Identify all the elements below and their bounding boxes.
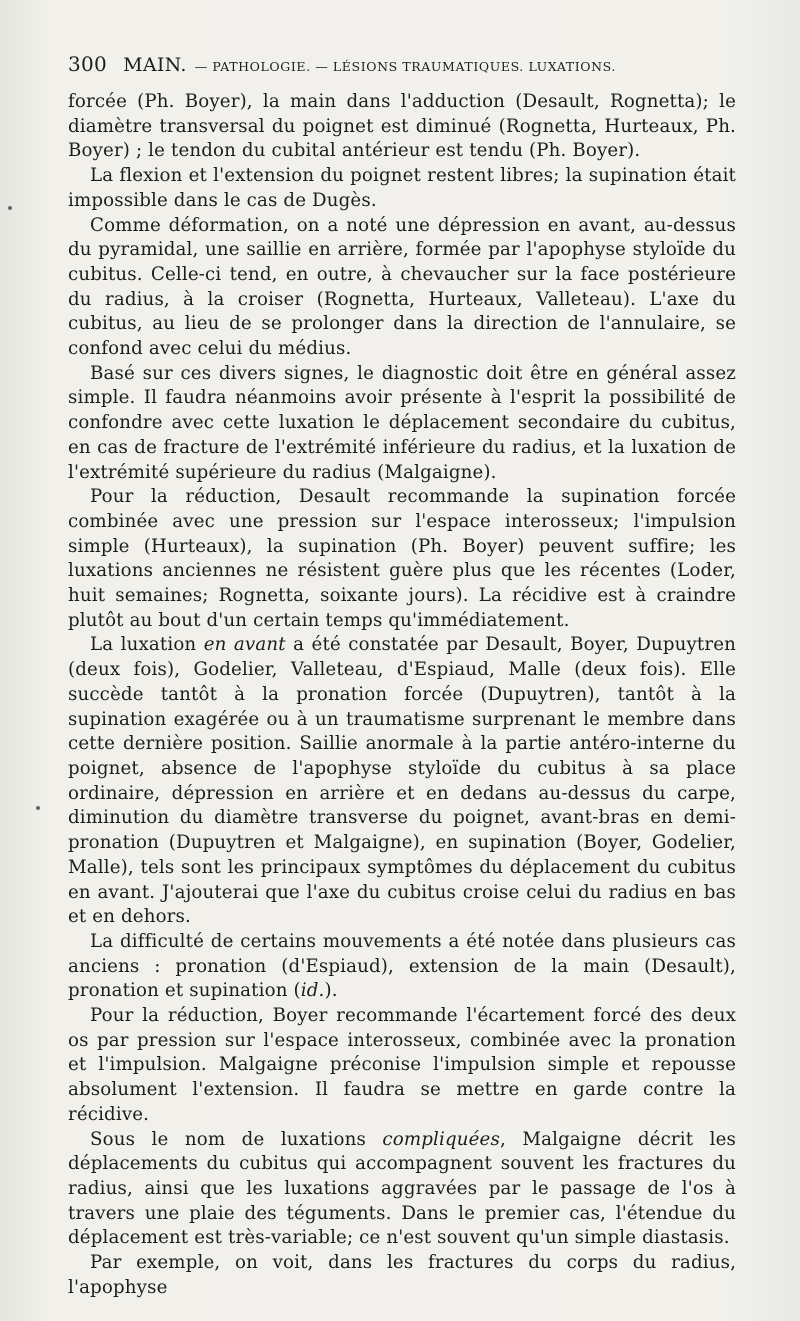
text-run: Pour la réduction, Boyer recommande l'écartement forcé des deux os par pression sur l'espace interosseux, combinée avec la pronation et l'impulsion. Malgaigne préconise l'impulsion simple et repousse absolument l'extension. Il faudra se mettre en garde contre la récidive. xyxy=(68,1005,736,1125)
text-run: La difficulté de certains mouvements a été notée dans plusieurs cas anciens : pronation (d'Espiaud), extension de la main (Desault), pronation et supination ( xyxy=(68,930,736,1002)
paragraph xyxy=(68,214,736,362)
paragraph xyxy=(68,1004,736,1128)
text-run: Par exemple, on voit, dans les fractures du corps du radius, l'apophyse xyxy=(68,1252,736,1298)
paragraph xyxy=(68,164,736,213)
text-run: Basé sur ces divers signes, le diagnostic doit être en général assez simple. Il faudra néanmoins avoir présente à l'esprit la possibilité de confondre avec cette luxation le déplacement secondaire du cubitus, en cas de fracture de l'extrémité inférieure du radius, et la luxation de l'extrémité supérieure du radius (Malgaigne). xyxy=(68,362,736,483)
page-speck xyxy=(36,806,40,810)
text-run: Sous le nom de luxations xyxy=(90,1128,383,1150)
section-title: MAIN. xyxy=(123,54,187,76)
text-run: Comme déformation, on a noté une dépression en avant, au-dessus du pyramidal, une saillie en arrière, formée par l'apophyse styloïde du cubitus. Celle-ci tend, en outre, à chevaucher sur la face postérieure du radius, à la croiser (Rognetta, Hurteaux, Valleteau). L'axe du cubitus, au lieu de se prolonger dans la direction de l'annulaire, se confond avec celui du médius. xyxy=(68,214,736,360)
text-run: , Malgaigne décrit les déplacements du cubitus qui accompagnent souvent les fractures du radius, ainsi que les luxations aggravées par le passage de l'os à travers une plaie des téguments. Dans le premier cas, l'étendue du déplacement est très-variable; ce n'est souvent qu'un simple diastasis. xyxy=(68,1128,736,1249)
paragraph xyxy=(68,90,736,164)
paragraph xyxy=(68,485,736,633)
page-speck xyxy=(8,206,12,210)
italic-text: id. xyxy=(300,980,325,1002)
body-text xyxy=(68,90,736,1300)
paragraph xyxy=(68,362,736,486)
text-run: ). xyxy=(324,980,338,1002)
text-run: Pour la réduction, Desault recommande la supination forcée combinée avec une pression sur l'espace interosseux; l'impulsion simple (Hurteaux), la supination (Ph. Boyer) peuvent suffire; les luxations anciennes ne résistent guère plus que les récentes (Loder, huit semaines; Rognetta, soixante jours). La récidive est à craindre plutôt au bout d'un certain temps qu'immédiatement. xyxy=(68,486,736,631)
running-header xyxy=(68,52,736,86)
paragraph xyxy=(68,1251,736,1300)
page-number: 300 xyxy=(68,52,108,76)
italic-text: en avant xyxy=(203,634,286,656)
italic-text: compliquées xyxy=(382,1128,500,1150)
paragraph xyxy=(68,1128,736,1252)
text-run: La luxation xyxy=(90,634,204,656)
text-run: a été constatée par Desault, Boyer, Dupuytren (deux fois), Godelier, Valleteau, d'Espiaud, Malle (deux fois). Elle succède tantôt à la pronation forcée (Dupuytren), tantôt à la supination exagérée ou à un traumatisme surprenant le membre dans cette dernière position. Saillie anormale à la partie antéro-interne du poignet, absence de l'apophyse styloïde du cubitus à sa place ordinaire, dépression en arrière et en dedans au-dessus du carpe, diminution du diamètre transverse du poignet, avant-bras en demi-pronation (Dupuytren et Malgaigne), en supination (Boyer, Godelier, Malle), tels sont les principaux symptômes du déplacement du cubitus en avant. J'ajouterai que l'axe du cubitus croise celui du radius en bas et en dehors. xyxy=(68,634,736,928)
running-title: — PATHOLOGIE. — LÉSIONS TRAUMATIQUES. LUXATIONS. xyxy=(194,59,616,74)
paragraph xyxy=(68,633,736,929)
text-run: La flexion et l'extension du poignet restent libres; la supination était impossible dans le cas de Dugès. xyxy=(68,165,736,211)
text-run: forcée (Ph. Boyer), la main dans l'adduction (Desault, Rognetta); le diamètre transversal du poignet est diminué (Rognetta, Hurteaux, Ph. Boyer) ; le tendon du cubital antérieur est tendu (Ph. Boyer). xyxy=(68,91,736,162)
paragraph xyxy=(68,930,736,1004)
